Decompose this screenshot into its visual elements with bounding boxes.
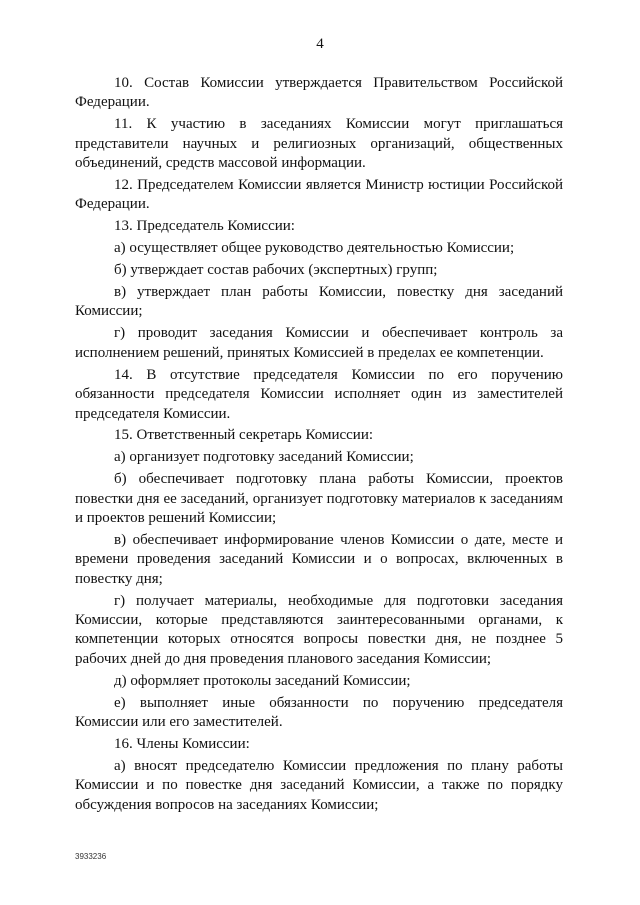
paragraph-16: 16. Члены Комиссии:: [114, 736, 250, 752]
paragraph-15d: д) оформляет протоколы заседаний Комиссии;: [114, 672, 411, 689]
paragraph-15e: е) выполняет иные обязанности по поручению председателя Комиссии или его заместителей.: [75, 694, 563, 731]
paragraph-15: 15. Ответственный секретарь Комиссии:: [114, 427, 374, 444]
paragraph-13b: б) утверждает состав рабочих (экспертных) групп;: [114, 262, 438, 279]
document-body: [75, 74, 563, 815]
paragraph-13a: а) осуществляет общее руководство деятельностью Комиссии;: [114, 240, 515, 257]
paragraph-13v: в) утверждает план работы Комиссии, повестку дня заседаний Комиссии;: [75, 284, 563, 320]
page-number: 4: [316, 36, 324, 52]
paragraph-15v: в) обеспечивает информирование членов Комиссии о дате, месте и времени проведения заседаний Комиссии и о вопросах, включенных в повестку дня;: [75, 531, 563, 587]
paragraph-11: 11. К участию в заседаниях Комиссии могут приглашаться представители научных и религиозных организаций, общественных объединений, средств массовой информации.: [75, 116, 563, 172]
paragraph-13: 13. Председатель Комиссии:: [114, 218, 295, 235]
paragraph-13g: г) проводит заседания Комиссии и обеспечивает контроль за исполнением решений, принятых Комиссией в пределах ее компетенции.: [75, 325, 563, 361]
paragraph-15b: б) обеспечивает подготовку плана работы Комиссии, проектов повестки дня ее заседаний, организует подготовку материалов к заседаниям и проектов решений Комиссии;: [75, 471, 563, 527]
paragraph-10: 10. Состав Комиссии утверждается Правительством Российской Федерации.: [75, 75, 563, 111]
paragraph-16a: а) вносят председателю Комиссии предложения по плану работы Комиссии и по повестке дня заседаний Комиссии, а также по порядку обсуждения вопросов на заседаниях Комиссии;: [75, 757, 563, 813]
paragraph-12: 12. Председателем Комиссии является Министр юстиции Российской Федерации.: [75, 177, 563, 213]
document-code: 3933236: [75, 852, 107, 861]
paragraph-14: 14. В отсутствие председателя Комиссии по его поручению обязанности председателя Комиссии исполняет один из заместителей председателя Комиссии.: [75, 366, 563, 422]
paragraph-15a: а) организует подготовку заседаний Комиссии;: [114, 449, 414, 466]
paragraph-15g: г) получает материалы, необходимые для подготовки заседания Комиссии, которые представляются заинтересованными органами, к компетенции которых относятся вопросы повестки дня, не позднее 5 рабочих дней до дня проведения планового заседания Комиссии;: [75, 592, 563, 667]
